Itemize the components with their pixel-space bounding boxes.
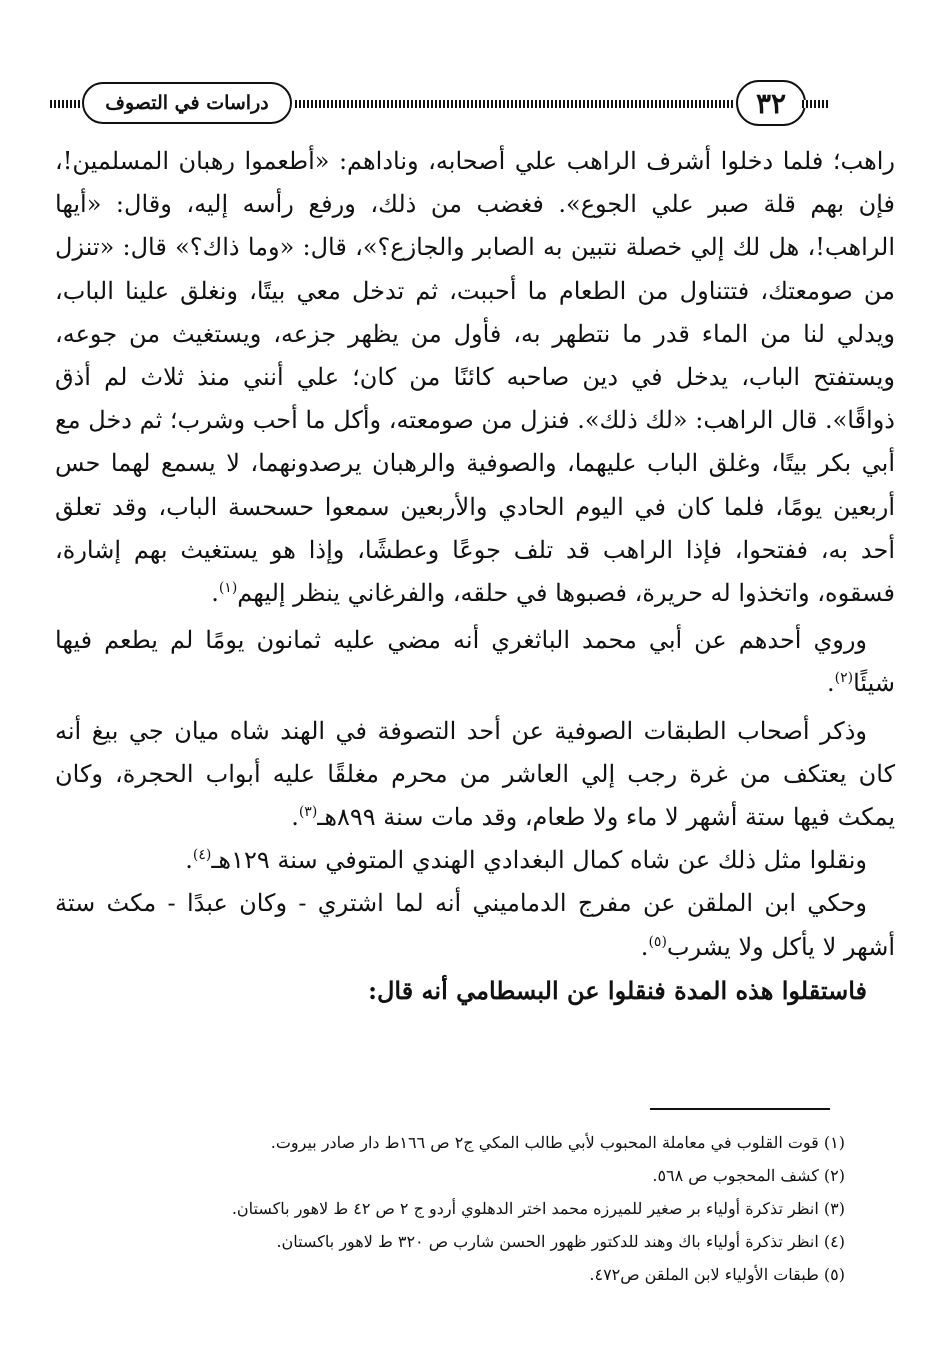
paragraph-1: راهب؛ فلما دخلوا أشرف الراهب علي أصحابه، وناداهم: «أطعموا رهبان المسلمين!، فإن بهم قلة صبر علي الجوع». فغضب من ذلك، ورفع رأسه إليه، وقال: «أيها الراهب!، هل لك إلي خصلة نتبين به الصابر والجازع؟»، قال: «وما ذاك؟» قال: «تنزل من صومعتك، فتتناول من الطعام ما أحببت، ثم تدخل معي بيتًا، ونغلق علينا الباب، ويدلي لنا من الماء قدر ما نتطهر به، فأول من يظهر جزعه، ويستغيث من جوعه، ويستفتح الباب، يدخل في دين صاحبه كائنًا من كان؛ علي أنني منذ ثلاث لم أذق ذواقًا». قال الراهب: «لك ذلك». فنزل من صومعته، وأكل ما أحب وشرب؛ ثم دخل مع أبي بكر بيتًا، وغلق الباب عليهما، والصوفية والرهبان يرصدونهما، لا يسمع لهما حس أربعين يومًا، فلما كان في اليوم الحادي والأربعين سمعوا حسحسة الباب، وقد تعلق أحد به، ففتحوا، فإذا الراهب قد تلف جوعًا وعطشًا، وإذا هو يستغيث بهم إشارة، فسقوه، واتخذوا له حريرة، فصبوها في حلقه، والفرغاني ينظر إليهم$^{(١)}$.: [55, 147, 895, 608]
footnotes: [55, 1126, 845, 1291]
header-ornament-left: [50, 100, 82, 108]
footnote-ref-1[interactable]: (١): [218, 580, 238, 597]
main-text: [55, 140, 895, 1012]
running-title-text: دراسات في التصوف: [105, 92, 269, 114]
paragraph-4: ونقلوا مثل ذلك عن شاه كمال البغدادي الهندي المتوفي سنة ١٢٩هـ$^{(٤)}$.: [185, 846, 867, 875]
running-title: [82, 82, 292, 124]
footnote-5: (٥) طبقات الأولياء لابن الملقن ص٤٧٢.: [589, 1265, 845, 1284]
footnote-4: (٤) انظر تذكرة أولياء باك وهند للدكتور ظهور الحسن شارب ص ٣٢٠ ط لاهور باكستان.: [276, 1232, 845, 1251]
footnote-1: (١) قوت القلوب في معاملة المحبوب لأبي طالب المكي ج٢ ص ١٦٦ط دار صادر بيروت.: [270, 1133, 845, 1152]
page-number-text: ٣٢: [755, 86, 787, 120]
footnote-3: (٣) انظر تذكرة أولياء بر صغير للميرزه محمد اختر الدهلوي أردو ج ٢ ص ٤٢ ط لاهور باكستان.: [231, 1199, 845, 1218]
footnote-ref-4[interactable]: (٤): [192, 847, 212, 864]
header-ornament-middle: [295, 100, 735, 108]
header-ornament-right: [802, 100, 830, 108]
footnote-ref-2[interactable]: (٢): [834, 670, 854, 687]
paragraph-3: وذكر أصحاب الطبقات الصوفية عن أحد التصوفة في الهند شاه ميان جي بيغ أنه كان يعتكف من غرة رجب إلي العاشر من محرم مغلقًا عليه أبواب الحجرة، وكان يمكث فيها ستة أشهر لا ماء ولا طعام، وقد مات سنة ٨٩٩هـ$^{(٣)}$.: [55, 716, 895, 832]
page-header: [50, 78, 830, 130]
page-number: [736, 80, 806, 126]
footnote-ref-5[interactable]: (٥): [648, 933, 667, 950]
footnote-ref-3[interactable]: (٣): [298, 804, 318, 821]
footnote-2: (٢) كشف المحجوب ص ٥٦٨.: [652, 1166, 845, 1185]
paragraph-6-heading: فاستقلوا هذه المدة فنقلوا عن البسطامي أنه قال:: [368, 975, 867, 1005]
paragraph-2: وروي أحدهم عن أبي محمد الباثغري أنه مضي عليه ثمانون يومًا لم يطعم فيها شيئًا$^{(٢)}$.: [55, 626, 895, 698]
footnote-separator: [650, 1108, 830, 1110]
paragraph-5: وحكي ابن الملقن عن مفرج الدماميني أنه لما اشتري - وكان عبدًا - مكث ستة أشهر لا يأكل ولا يشرب$^{(٥)}$.: [55, 889, 895, 961]
